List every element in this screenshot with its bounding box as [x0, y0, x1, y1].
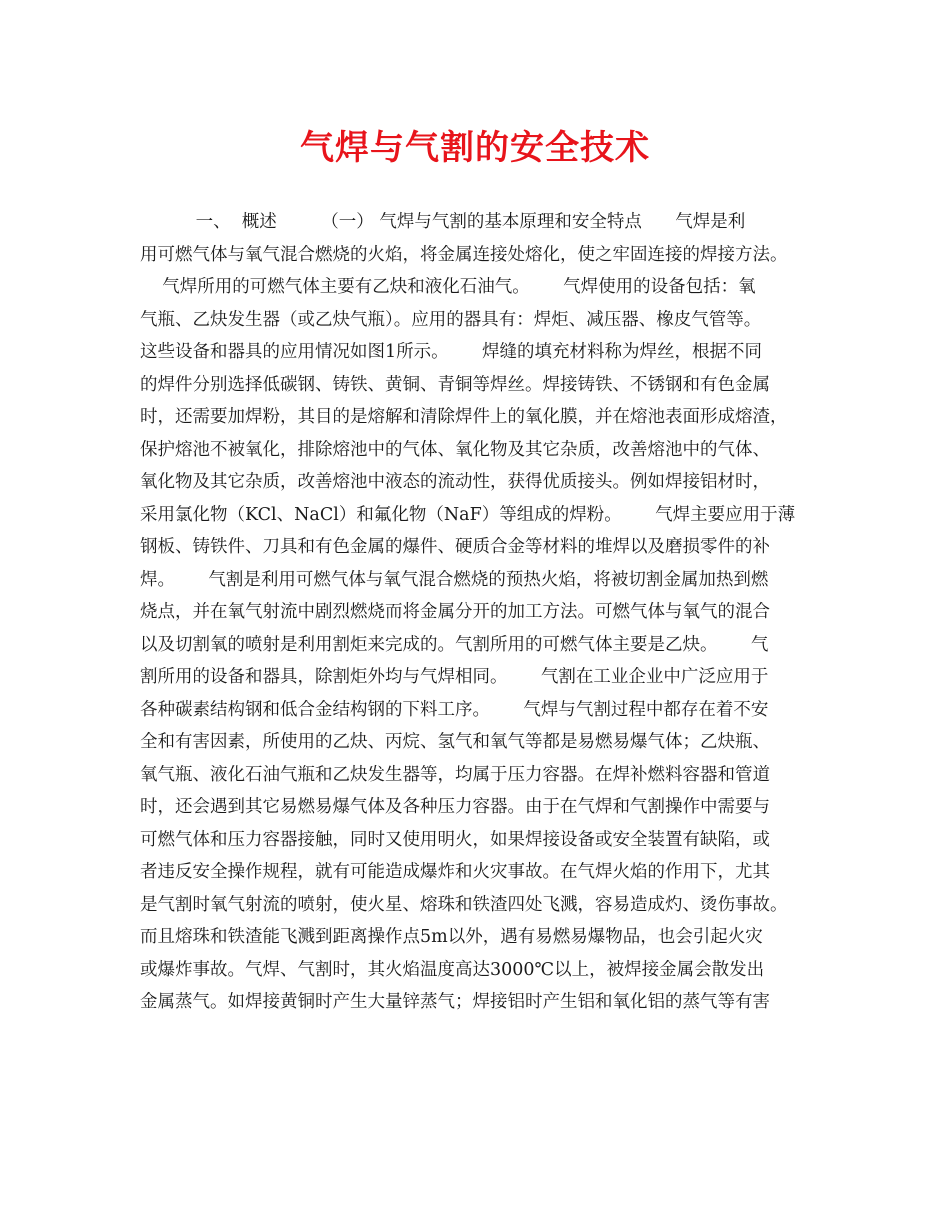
text-line: 氧气瓶、液化石油气瓶和乙炔发生器等，均属于压力容器。在焊补燃料容器和管道 [140, 764, 770, 785]
text-line: 采用氯化物（KCl、NaCl）和氟化物（NaF）等组成的焊粉。 气焊主要应用于薄 [140, 504, 796, 525]
text-line: 气瓶、乙炔发生器（或乙炔气瓶）。应用的器具有：焊炬、减压器、橡皮气管等。 [140, 309, 762, 330]
text-line: 各种碳素结构钢和低合金结构钢的下料工序。 气焊与气割过程中都存在着不安 [140, 699, 769, 720]
text-line: 割所用的设备和器具，除割炬外均与气焊相同。 气割在工业企业中广泛应用于 [140, 667, 769, 687]
text-line: 是气割时氧气射流的喷射，使火星、熔珠和铁渣四处飞溅，容易造成灼、烫伤事故。 [140, 894, 788, 915]
text-line: 而且熔珠和铁渣能飞溅到距离操作点5m以外，遇有易燃易爆物品，也会引起火灾 [140, 927, 763, 947]
text-line: 时，还会遇到其它易燃易爆气体及各种压力容器。由于在气焊和气割操作中需要与 [140, 797, 770, 817]
text-line: 这些设备和器具的应用情况如图1所示。 焊缝的填充材料称为焊丝，根据不同 [140, 342, 763, 362]
text-line: 者违反安全操作规程，就有可能造成爆炸和火灾事故。在气焊火焰的作用下，尤其 [140, 862, 770, 882]
text-line: 一、 概述 （一） 气焊与气割的基本原理和安全特点 气焊是利 [140, 212, 746, 232]
text-line: 全和有害因素，所使用的乙炔、丙烷、氢气和氧气等都是易燃易爆气体；乙炔瓶、 [140, 732, 770, 752]
text-line: 氧化物及其它杂质，改善熔池中液态的流动性，获得优质接头。例如焊接铝材时， [140, 472, 770, 492]
text-line: 或爆炸事故。气焊、气割时，其火焰温度高达3000℃以上，被焊接金属会散发出 [140, 959, 765, 980]
text-line: 的焊件分别选择低碳钢、铸铁、黄铜、青铜等焊丝。焊接铸铁、不锈钢和有色金属 [140, 374, 770, 395]
text-line: 钢板、铸铁件、刀具和有色金属的爆件、硬质合金等材料的堆焊以及磨损零件的补 [140, 537, 770, 557]
text-line: 金属蒸气。如焊接黄铜时产生大量锌蒸气；焊接铝时产生铝和氧化铝的蒸气等有害 [140, 992, 770, 1012]
text-line: 用可燃气体与氧气混合燃烧的火焰，将金属连接处熔化，使之牢固连接的焊接方法。 [140, 244, 788, 265]
text-line: 可燃气体和压力容器接触，同时又使用明火，如果焊接设备或安全装置有缺陷，或 [140, 829, 770, 850]
text-line: 气焊所用的可燃气体主要有乙炔和液化石油气。 气焊使用的设备包括：氧 [140, 277, 756, 297]
text-line: 焊。 气割是利用可燃气体与氧气混合燃烧的预热火焰，将被切割金属加热到燃 [140, 569, 769, 590]
text-line: 以及切割氧的喷射是利用割炬来完成的。气割所用的可燃气体主要是乙炔。 气 [140, 634, 769, 655]
text-line: 烧点，并在氧气射流中剧烈燃烧而将金属分开的加工方法。可燃气体与氧气的混合 [140, 602, 770, 622]
body-text [140, 206, 830, 1019]
text-line: 保护熔池不被氧化，排除熔池中的气体、氧化物及其它杂质，改善熔池中的气体、 [140, 439, 770, 460]
text-line: 时，还需要加焊粉，其目的是熔解和清除焊件上的氧化膜，并在熔池表面形成熔渣， [140, 407, 788, 427]
page-title: 气焊与气割的安全技术 [300, 128, 650, 168]
